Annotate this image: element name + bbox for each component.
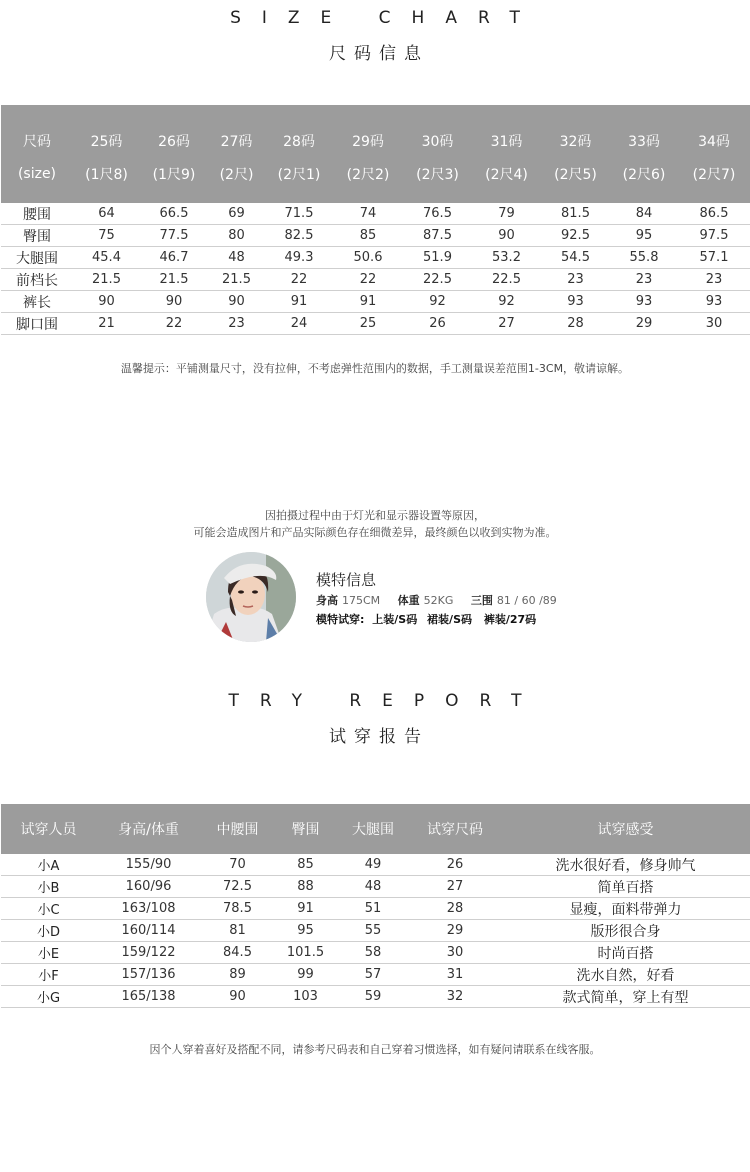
try-cell-thigh: 55 xyxy=(337,920,409,942)
try-cell-thigh: 51 xyxy=(337,898,409,920)
size-cell: 46.7 xyxy=(140,247,208,269)
size-cell: 23 xyxy=(678,269,750,291)
try-row xyxy=(1,964,750,986)
model-photo-illustration xyxy=(206,552,296,642)
size-cell: 91 xyxy=(333,291,403,313)
try-report-title-en: TRY REPORT xyxy=(228,691,543,711)
model-avatar xyxy=(206,552,296,642)
size-cell: 24 xyxy=(265,313,333,335)
size-header-code: 28码 xyxy=(265,105,333,153)
size-cell: 90 xyxy=(140,291,208,313)
size-header-code: 34码 xyxy=(678,105,750,153)
size-cell: 22.5 xyxy=(403,269,472,291)
try-cell-feel: 洗水自然，好看 xyxy=(501,964,750,986)
size-header-chi: (1尺9) xyxy=(140,153,208,203)
size-header-chi: (2尺3) xyxy=(403,153,472,203)
size-header-code: 27码 xyxy=(208,105,265,153)
try-header-row xyxy=(1,804,750,854)
try-report-title-cn: 试穿报告 xyxy=(329,727,429,747)
size-header-chi: (2尺1) xyxy=(265,153,333,203)
try-cell-hip: 85 xyxy=(274,854,337,876)
size-row-label: 脚口围 xyxy=(1,313,73,335)
size-cell: 23 xyxy=(610,269,678,291)
model-measurements xyxy=(316,592,571,608)
try-cell-feel: 简单百搭 xyxy=(501,876,750,898)
try-cell-hw: 160/114 xyxy=(96,920,201,942)
try-cell-size: 28 xyxy=(409,898,501,920)
size-header-code: 31码 xyxy=(472,105,541,153)
try-report-footer-note: 因个人穿着喜好及搭配不同，请参考尺码表和自己穿着习惯选择，如有疑问请联系在线客服。 xyxy=(149,1043,601,1056)
try-cell-name: 小B xyxy=(1,876,96,898)
size-cell: 76.5 xyxy=(403,203,472,225)
size-header-label: 尺码 xyxy=(1,105,73,153)
size-row-label: 裤长 xyxy=(1,291,73,313)
size-cell: 57.1 xyxy=(678,247,750,269)
try-cell-waist: 90 xyxy=(201,986,274,1008)
size-row xyxy=(1,291,750,313)
size-cell: 21.5 xyxy=(140,269,208,291)
try-row xyxy=(1,898,750,920)
try-header-cell: 大腿围 xyxy=(337,804,409,854)
measure-value: 81 / 60 /89 xyxy=(496,594,557,607)
size-cell: 29 xyxy=(610,313,678,335)
size-cell: 27 xyxy=(472,313,541,335)
try-cell-hip: 99 xyxy=(274,964,337,986)
size-cell: 22 xyxy=(333,269,403,291)
weight-value: 52KG xyxy=(423,594,454,607)
try-header-cell: 中腰围 xyxy=(201,804,274,854)
try-cell-thigh: 57 xyxy=(337,964,409,986)
model-try-top: 上装/S码 xyxy=(372,613,418,626)
try-cell-feel: 显瘦，面料带弹力 xyxy=(501,898,750,920)
size-cell: 92 xyxy=(403,291,472,313)
try-row xyxy=(1,876,750,898)
size-row xyxy=(1,247,750,269)
model-info-title: 模特信息 xyxy=(316,571,377,589)
size-header-code: 26码 xyxy=(140,105,208,153)
size-row-label: 腰围 xyxy=(1,203,73,225)
try-report-table xyxy=(1,804,750,1008)
size-cell: 50.6 xyxy=(333,247,403,269)
size-cell: 84 xyxy=(610,203,678,225)
size-cell: 77.5 xyxy=(140,225,208,247)
height-value: 175CM xyxy=(342,594,381,607)
weight-label: 体重 xyxy=(397,594,420,607)
size-cell: 30 xyxy=(678,313,750,335)
size-header-chi: (2尺5) xyxy=(541,153,610,203)
size-header-code: 29码 xyxy=(333,105,403,153)
size-header-code: 32码 xyxy=(541,105,610,153)
try-cell-waist: 70 xyxy=(201,854,274,876)
try-cell-size: 27 xyxy=(409,876,501,898)
size-cell: 69 xyxy=(208,203,265,225)
measure-label: 三围 xyxy=(470,594,493,607)
try-cell-feel: 时尚百搭 xyxy=(501,942,750,964)
size-cell: 91 xyxy=(265,291,333,313)
size-header-chi: (1尺8) xyxy=(73,153,140,203)
model-try-pants: 裤装/27码 xyxy=(483,613,537,626)
size-cell: 93 xyxy=(541,291,610,313)
size-cell: 93 xyxy=(610,291,678,313)
try-cell-size: 30 xyxy=(409,942,501,964)
size-cell: 22.5 xyxy=(472,269,541,291)
size-header-row xyxy=(1,105,750,153)
try-cell-hw: 165/138 xyxy=(96,986,201,1008)
size-cell: 53.2 xyxy=(472,247,541,269)
try-row xyxy=(1,920,750,942)
measurement-tip: 温馨提示：平铺测量尺寸，没有拉伸，不考虑弹性范围内的数据，手工测量误差范围1-3CM，敬请谅解。 xyxy=(120,362,630,375)
try-cell-name: 小A xyxy=(1,854,96,876)
size-cell: 95 xyxy=(610,225,678,247)
size-cell: 64 xyxy=(73,203,140,225)
size-cell: 21 xyxy=(73,313,140,335)
try-cell-name: 小D xyxy=(1,920,96,942)
size-cell: 92 xyxy=(472,291,541,313)
try-row xyxy=(1,854,750,876)
size-row-label: 前档长 xyxy=(1,269,73,291)
try-cell-feel: 洗水很好看，修身帅气 xyxy=(501,854,750,876)
size-cell: 26 xyxy=(403,313,472,335)
try-header-cell: 臀围 xyxy=(274,804,337,854)
model-try-skirt: 裙装/S码 xyxy=(427,613,472,626)
size-header-code: 25码 xyxy=(73,105,140,153)
try-cell-size: 31 xyxy=(409,964,501,986)
color-note-line-1: 因拍摄过程中由于灯光和显示器设置等原因， xyxy=(265,509,485,522)
try-cell-size: 29 xyxy=(409,920,501,942)
size-cell: 21.5 xyxy=(208,269,265,291)
try-cell-hw: 160/96 xyxy=(96,876,201,898)
size-cell: 25 xyxy=(333,313,403,335)
try-row xyxy=(1,986,750,1008)
try-cell-hw: 163/108 xyxy=(96,898,201,920)
try-cell-feel: 款式简单，穿上有型 xyxy=(501,986,750,1008)
size-header-chi: (2尺6) xyxy=(610,153,678,203)
try-cell-waist: 81 xyxy=(201,920,274,942)
try-cell-name: 小E xyxy=(1,942,96,964)
size-cell: 86.5 xyxy=(678,203,750,225)
try-cell-hw: 157/136 xyxy=(96,964,201,986)
size-cell: 45.4 xyxy=(73,247,140,269)
size-cell: 92.5 xyxy=(541,225,610,247)
try-cell-waist: 84.5 xyxy=(201,942,274,964)
size-header-chi: (2尺7) xyxy=(678,153,750,203)
size-row xyxy=(1,269,750,291)
try-row xyxy=(1,942,750,964)
try-cell-thigh: 59 xyxy=(337,986,409,1008)
color-note-line-2: 可能会造成图片和产品实际颜色存在细微差异，最终颜色以收到实物为准。 xyxy=(193,526,557,539)
size-header-chi: (2尺) xyxy=(208,153,265,203)
size-cell: 85 xyxy=(333,225,403,247)
size-cell: 48 xyxy=(208,247,265,269)
size-cell: 71.5 xyxy=(265,203,333,225)
size-row-label: 臀围 xyxy=(1,225,73,247)
size-cell: 55.8 xyxy=(610,247,678,269)
try-cell-name: 小C xyxy=(1,898,96,920)
size-cell: 80 xyxy=(208,225,265,247)
size-header-chi: (2尺4) xyxy=(472,153,541,203)
try-cell-hip: 91 xyxy=(274,898,337,920)
size-cell: 23 xyxy=(208,313,265,335)
size-cell: 28 xyxy=(541,313,610,335)
size-cell: 90 xyxy=(73,291,140,313)
size-cell: 74 xyxy=(333,203,403,225)
size-header-sublabel: (size) xyxy=(1,153,73,203)
try-header-cell: 试穿人员 xyxy=(1,804,96,854)
try-cell-thigh: 49 xyxy=(337,854,409,876)
try-cell-hip: 88 xyxy=(274,876,337,898)
try-cell-thigh: 48 xyxy=(337,876,409,898)
try-cell-hw: 155/90 xyxy=(96,854,201,876)
size-cell: 90 xyxy=(208,291,265,313)
try-cell-size: 32 xyxy=(409,986,501,1008)
try-cell-name: 小F xyxy=(1,964,96,986)
size-header-chi: (2尺2) xyxy=(333,153,403,203)
size-row xyxy=(1,313,750,335)
size-cell: 66.5 xyxy=(140,203,208,225)
height-label: 身高 xyxy=(316,594,338,607)
size-cell: 54.5 xyxy=(541,247,610,269)
try-header-cell: 试穿感受 xyxy=(501,804,750,854)
size-cell: 22 xyxy=(140,313,208,335)
model-try-label: 模特试穿: xyxy=(316,613,365,626)
size-cell: 51.9 xyxy=(403,247,472,269)
try-cell-hip: 103 xyxy=(274,986,337,1008)
try-cell-waist: 89 xyxy=(201,964,274,986)
try-cell-feel: 版形很合身 xyxy=(501,920,750,942)
try-cell-hip: 101.5 xyxy=(274,942,337,964)
try-header-cell: 身高/体重 xyxy=(96,804,201,854)
size-cell: 93 xyxy=(678,291,750,313)
size-header-code: 33码 xyxy=(610,105,678,153)
size-subheader-row xyxy=(1,153,750,203)
model-try-sizes xyxy=(316,611,536,627)
size-cell: 87.5 xyxy=(403,225,472,247)
size-cell: 90 xyxy=(472,225,541,247)
size-cell: 81.5 xyxy=(541,203,610,225)
try-cell-hip: 95 xyxy=(274,920,337,942)
size-cell: 97.5 xyxy=(678,225,750,247)
size-cell: 75 xyxy=(73,225,140,247)
size-cell: 82.5 xyxy=(265,225,333,247)
size-header-code: 30码 xyxy=(403,105,472,153)
size-chart-table xyxy=(1,105,750,335)
try-cell-hw: 159/122 xyxy=(96,942,201,964)
size-cell: 49.3 xyxy=(265,247,333,269)
try-cell-waist: 72.5 xyxy=(201,876,274,898)
try-cell-name: 小G xyxy=(1,986,96,1008)
try-cell-thigh: 58 xyxy=(337,942,409,964)
size-chart-title-cn: 尺码信息 xyxy=(329,44,429,64)
size-row xyxy=(1,203,750,225)
size-cell: 79 xyxy=(472,203,541,225)
try-cell-size: 26 xyxy=(409,854,501,876)
size-row-label: 大腿围 xyxy=(1,247,73,269)
size-cell: 22 xyxy=(265,269,333,291)
size-cell: 21.5 xyxy=(73,269,140,291)
try-cell-waist: 78.5 xyxy=(201,898,274,920)
try-header-cell: 试穿尺码 xyxy=(409,804,501,854)
size-cell: 23 xyxy=(541,269,610,291)
size-chart-title-en: SIZE CHART xyxy=(230,8,541,28)
size-row xyxy=(1,225,750,247)
